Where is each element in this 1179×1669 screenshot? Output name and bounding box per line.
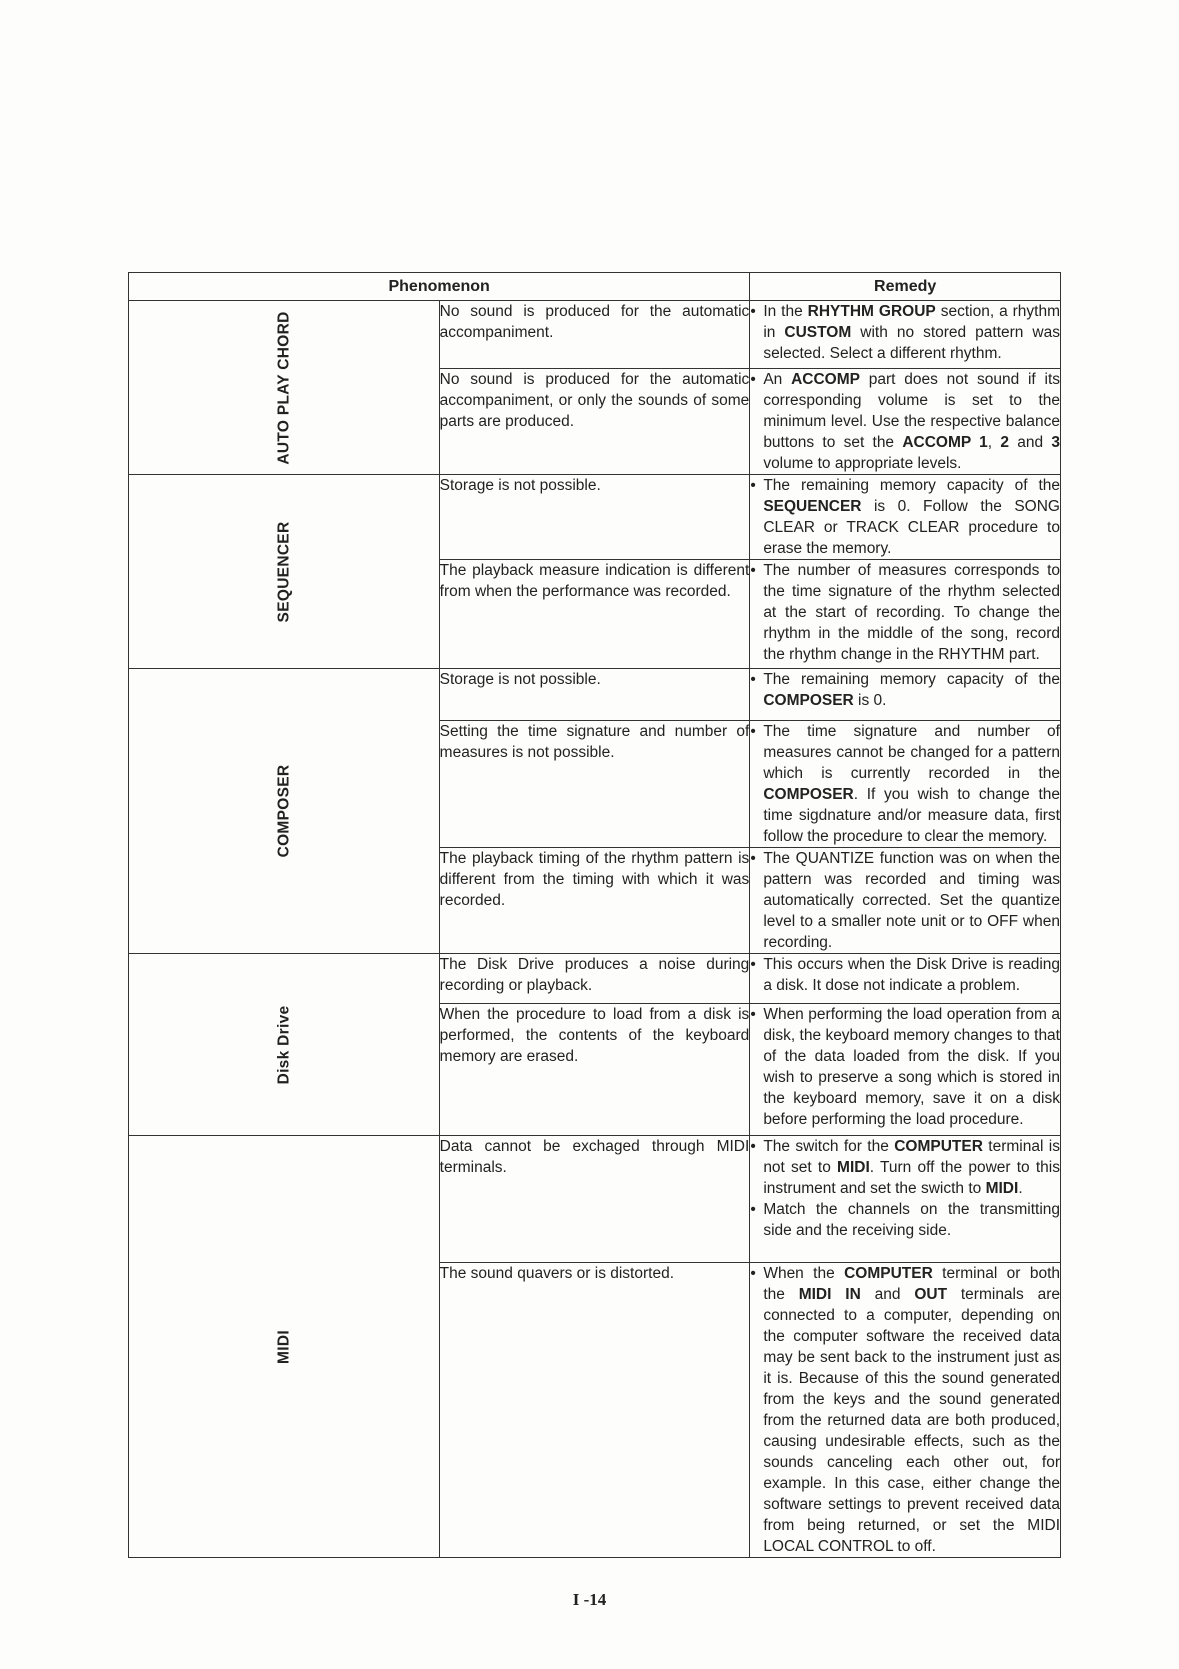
category-cell [129,475,440,669]
phenomenon-cell: The playback timing of the rhythm pattern is different from the timing with which it was recorded. [439,848,750,954]
remedy-text: In the RHYTHM GROUP section, a rhythm in CUSTOM with no stored pattern was selected. Select a different rhythm. [763,303,1060,362]
table-header-row [129,273,1061,301]
remedy-cell [750,301,1061,369]
phenomenon-cell: No sound is produced for the automatic accompaniment, or only the sounds of some parts are produced. [439,369,750,475]
remedy-text: Match the channels on the transmitting side and the receiving side. [763,1201,1060,1239]
table-row [129,669,1061,721]
remedy-item [750,954,1060,996]
remedy-cell [750,560,1061,669]
table-row [129,301,1061,369]
phenomenon-cell: Data cannot be exchaged through MIDI terminals. [439,1136,750,1263]
bullet-icon: • [750,956,756,973]
bullet-icon: • [750,303,756,320]
category-cell [129,669,440,954]
remedy-item [750,669,1060,711]
bullet-icon: • [750,1201,756,1218]
category-cell [129,954,440,1136]
remedy-cell [750,369,1061,475]
remedy-cell [750,954,1061,1004]
remedy-text: The number of measures corresponds to the time signature of the rhythm selected at the start of recording. To change the rhythm in the middle of the song, record the rhythm change in the RHYTHM part. [763,562,1060,663]
bullet-icon: • [750,1006,756,1023]
remedy-text: When the COMPUTER terminal or both the MIDI IN and OUT terminals are connected to a computer, depending on the computer software the received data may be sent back to the instrument just as it is. Because of this the sound generated from the keys and the sound generated from the returned data are both produced, causing undesirable effects, such as the sounds canceling each other out, for example. In this case, either change the software settings to prevent received data from being returned, or set the MIDI LOCAL CONTROL to off. [763,1265,1061,1555]
phenomenon-cell: When the procedure to load from a disk is performed, the contents of the keyboard memory are erased. [439,1004,750,1136]
remedy-header: Remedy [750,273,1061,301]
bullet-icon: • [750,723,756,740]
remedy-text: This occurs when the Disk Drive is reading a disk. It dose not indicate a problem. [763,956,1060,994]
remedy-cell [750,1263,1061,1558]
remedy-item [750,721,1060,847]
remedy-text: The switch for the COMPUTER terminal is not set to MIDI. Turn off the power to this instrument and set the swicth to MIDI. [763,1138,1060,1197]
table-row [129,1136,1061,1263]
remedy-cell [750,1004,1061,1136]
bullet-icon: • [750,562,756,579]
phenomenon-cell: No sound is produced for the automatic accompaniment. [439,301,750,369]
table-body [129,301,1061,1558]
remedy-text: The time signature and number of measures cannot be changed for a pattern which is currently recorded in the COMPOSER. If you wish to change the time sigdnature and/or measure data, first follow the procedure to clear the memory. [763,723,1060,845]
phenomenon-cell: Storage is not possible. [439,669,750,721]
phenomenon-cell: The sound quavers or is distorted. [439,1263,750,1558]
bullet-icon: • [750,371,756,388]
category-label: AUTO PLAY CHORD [275,310,293,465]
bullet-icon: • [750,477,756,494]
phenomenon-cell: Storage is not possible. [439,475,750,560]
remedy-text: When performing the load operation from a disk, the keyboard memory changes to that of the data loaded from the disk. If you wish to preserve a song which is stored in the keyboard memory, save it on a disk before performing the load procedure. [763,1006,1060,1128]
remedy-cell [750,848,1061,954]
remedy-item [750,1199,1060,1241]
bullet-icon: • [750,850,756,867]
remedy-item [750,301,1060,364]
remedy-text: The remaining memory capacity of the COMPOSER is 0. [763,671,1060,709]
remedy-cell [750,475,1061,560]
remedy-text: The QUANTIZE function was on when the pattern was recorded and timing was automatically corrected. Set the quantize level to a smaller note unit or to OFF when recording. [763,850,1060,951]
remedy-item [750,1263,1060,1557]
table-row [129,475,1061,560]
phenomenon-cell: Setting the time signature and number of measures is not possible. [439,721,750,848]
phenomenon-cell: The Disk Drive produces a noise during recording or playback. [439,954,750,1004]
category-label: COMPOSER [275,764,293,858]
page-number: I -14 [572,1590,607,1609]
remedy-text: An ACCOMP part does not sound if its corresponding volume is set to the minimum level. Use the respective balance buttons to set the ACCOMP 1, 2 and 3 volume to appropriate levels. [763,371,1061,472]
remedy-item [750,1136,1060,1199]
remedy-item [750,1004,1060,1130]
category-label: SEQUENCER [275,521,293,622]
category-cell [129,1136,440,1558]
category-label: MIDI [275,1329,293,1364]
phenomenon-cell: The playback measure indication is different from when the performance was recorded. [439,560,750,669]
phenomenon-header: Phenomenon [129,273,750,301]
bullet-icon: • [750,671,756,688]
remedy-cell [750,1136,1061,1263]
remedy-item [750,369,1060,474]
troubleshooting-table [128,272,1061,1558]
category-label: Disk Drive [275,1005,293,1084]
table-row [129,954,1061,1004]
remedy-cell [750,721,1061,848]
bullet-icon: • [750,1265,756,1282]
remedy-item [750,848,1060,953]
remedy-cell [750,669,1061,721]
remedy-text: The remaining memory capacity of the SEQUENCER is 0. Follow the SONG CLEAR or TRACK CLEAR procedure to erase the memory. [763,477,1060,557]
remedy-item [750,560,1060,665]
bullet-icon: • [750,1138,756,1155]
remedy-item [750,475,1060,559]
category-cell [129,301,440,475]
